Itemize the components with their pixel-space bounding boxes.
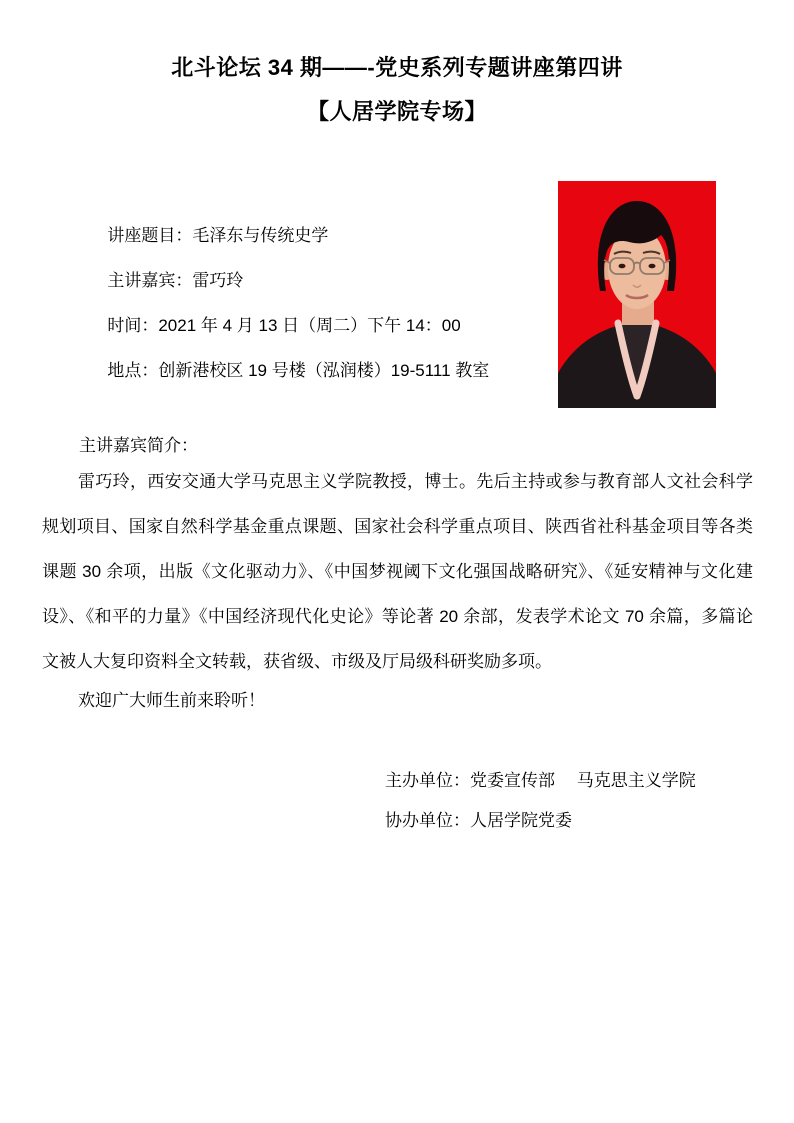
detail-label: 主讲嘉宾： <box>107 271 193 290</box>
detail-row-topic <box>79 168 489 245</box>
detail-label: 地点： <box>107 361 159 380</box>
detail-label: 时间： <box>107 316 159 335</box>
speaker-portrait-image <box>558 181 716 408</box>
document-subtitle: 【人居学院专场】 <box>306 99 487 124</box>
detail-value: 创新港校区 19 号楼（泓润楼）19-5111 教室 <box>158 361 490 380</box>
lecture-details <box>79 168 490 380</box>
welcome-line: 欢迎广大师生前来聆听！ <box>78 691 265 710</box>
detail-label: 讲座题目： <box>107 226 193 245</box>
detail-value: 毛泽东与传统史学 <box>192 226 329 245</box>
organizer-line: 主办单位：党委宣传部 马克思主义学院 <box>385 771 696 790</box>
document-title: 北斗论坛 34 期——-党史系列专题讲座第四讲 <box>171 55 623 80</box>
co-organizer-line: 协办单位：人居学院党委 <box>385 811 572 830</box>
bio-paragraph: 雷巧玲，西安交通大学马克思主义学院教授，博士。先后主持或参与教育部人文社会科学规划项目、国家自然科学基金重点课题、国家社会科学重点项目、陕西省社科基金项目等各类课题 30 余项，出版《文化驱动力》、《中国梦视阈下文化强国战略研究》、《延安精神与文化建设》、《和平的力量》《中国经济现代化史论》等论著 20 余部，发表学术论文 70 余篇，多篇论文被人大复印资料全文转载，获省级、市级及厅局级科研奖励多项。 <box>42 472 753 671</box>
detail-value: 雷巧玲 <box>192 271 244 290</box>
bio-heading: 主讲嘉宾简介： <box>79 436 198 455</box>
detail-value: 2021 年 4 月 13 日（周二）下午 14：00 <box>158 316 461 335</box>
